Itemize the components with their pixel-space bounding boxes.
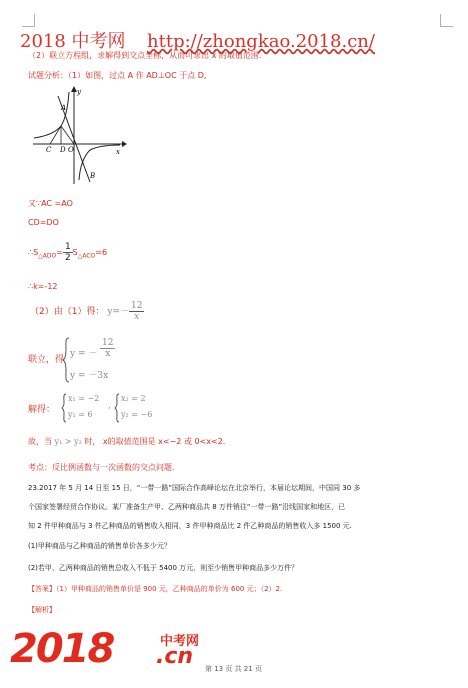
solution2-brace xyxy=(114,393,120,423)
solution1-brace xyxy=(61,393,67,423)
header-site: 中考网 xyxy=(71,31,126,52)
area-eq-end: =6 xyxy=(95,248,108,257)
solution1-x: x₁ = −2 xyxy=(68,394,100,403)
footer-logo-cn: .cn xyxy=(156,644,194,669)
solution2-y: y₂ = −6 xyxy=(121,410,153,419)
x-axis-arrow xyxy=(122,141,127,147)
q23-line-2: 个国家签署经贸合作协议。某厂准备生产甲、乙两种商品共 8 万件销往“一带一路”沿线国家和地区，已 xyxy=(28,503,346,511)
label-A: A xyxy=(61,104,67,112)
conclusion-b: y₁ > y₂ xyxy=(54,437,82,446)
area-eq-fraction xyxy=(63,242,73,263)
solution-separator: , xyxy=(108,401,111,410)
area-eq-sub1: △ADO xyxy=(38,252,57,260)
conclusion-a: 故，当 xyxy=(28,437,52,446)
system-eq1-fraction xyxy=(100,338,115,359)
solution2-x: x₂ = 2 xyxy=(121,394,146,403)
label-y: y xyxy=(77,88,81,96)
part2-prompt: （2）联立方程组，求解得到交点坐标，从而可求出 x 的取值范围. xyxy=(28,51,262,60)
q23-question-1: (1)甲种商品与乙种商品的销售单价各多少元？ xyxy=(28,542,171,550)
system-eq1-lhs: y = － xyxy=(70,349,98,359)
jiede-label: 解得： xyxy=(28,405,56,415)
part2-label: （2）由（1）得： xyxy=(30,307,105,317)
solution-line-2: CD=DO xyxy=(28,218,59,227)
q23-question-2: (2)若甲、乙两种商品的销售总收入不低于 5400 万元，则至少销售甲种商品多少万件？ xyxy=(28,564,299,572)
part2-num: 12 xyxy=(130,301,143,311)
corner-mark-top-left xyxy=(22,14,35,27)
header-year: 2018 xyxy=(20,31,66,52)
system-eq2: y = －3x xyxy=(70,371,109,381)
header-url-link[interactable]: http://zhongkao.2018.cn/ xyxy=(147,31,375,52)
analysis-text: 试题分析：（1）如图，过点 A 作 AD⊥OC 于点 D, xyxy=(28,71,207,80)
part2-y: y=－ xyxy=(107,307,129,317)
area-eq-prefix: ∴S xyxy=(28,248,39,257)
conclusion-c: 时， xyxy=(84,437,101,446)
system-brace xyxy=(62,337,70,383)
label-C: C xyxy=(46,146,52,154)
page-number: 第 13 页 共 21 页 xyxy=(205,665,262,673)
conclusion-d: x的取值范围是 x<−2 或 0<x<2. xyxy=(102,437,226,446)
hyperbola-branch-left xyxy=(34,92,69,138)
lianli-label: 联立，得 xyxy=(28,355,65,365)
kaodian-line: 考点：反比例函数与一次函数的交点问题. xyxy=(28,463,175,472)
system-eq1-num: 12 xyxy=(102,338,114,348)
q23-answer: 【答案】（1）甲种商品的销售单价是 900 元，乙种商品的单价为 600 元；（2）2. xyxy=(28,585,283,593)
area-eq-num: 1 xyxy=(64,242,71,252)
area-equation xyxy=(28,242,107,264)
part2-den: x xyxy=(134,312,140,322)
area-eq-equals: = xyxy=(56,248,63,257)
function-graph xyxy=(28,86,128,186)
part2-fraction xyxy=(129,301,144,322)
solution-line-4: ∴k=-12 xyxy=(28,282,58,291)
q23-line-1: 23.2017 年 5 月 14 日至 15 日，“一带一路”国际合作高峰论坛在北京举行，本届论坛期间，中国同 30 多 xyxy=(28,484,361,492)
system-eq1-den: x xyxy=(105,349,111,359)
solution-line-1: 又∵AC =AO xyxy=(28,199,73,208)
conclusion-line xyxy=(28,436,225,447)
label-x: x xyxy=(116,148,120,156)
footer-logo-site: 中考网 xyxy=(160,634,200,649)
hyperbola-branch-right xyxy=(79,145,120,180)
q23-line-3: 知 2 件甲种商品与 3 件乙种商品的销售收入相同，3 件甲种商品比 2 件乙种商品的销售收入多 1500 元. xyxy=(28,522,352,530)
area-eq-s2: S xyxy=(72,248,78,257)
corner-mark-top-right xyxy=(440,14,453,27)
footer-logo-year: 2018 xyxy=(10,626,114,672)
solution1-y: y₁ = 6 xyxy=(68,410,93,419)
label-O: O xyxy=(68,146,74,154)
label-B: B xyxy=(90,172,96,180)
part2-line xyxy=(30,301,144,322)
area-eq-sub2: △ACO xyxy=(77,252,96,260)
system-eq1 xyxy=(70,346,97,359)
segment-CA xyxy=(50,126,61,144)
footer-logo xyxy=(10,626,120,676)
area-eq-den: 2 xyxy=(64,253,71,263)
label-D: D xyxy=(60,146,66,154)
q23-jiexi: 【解析】 xyxy=(28,606,56,614)
